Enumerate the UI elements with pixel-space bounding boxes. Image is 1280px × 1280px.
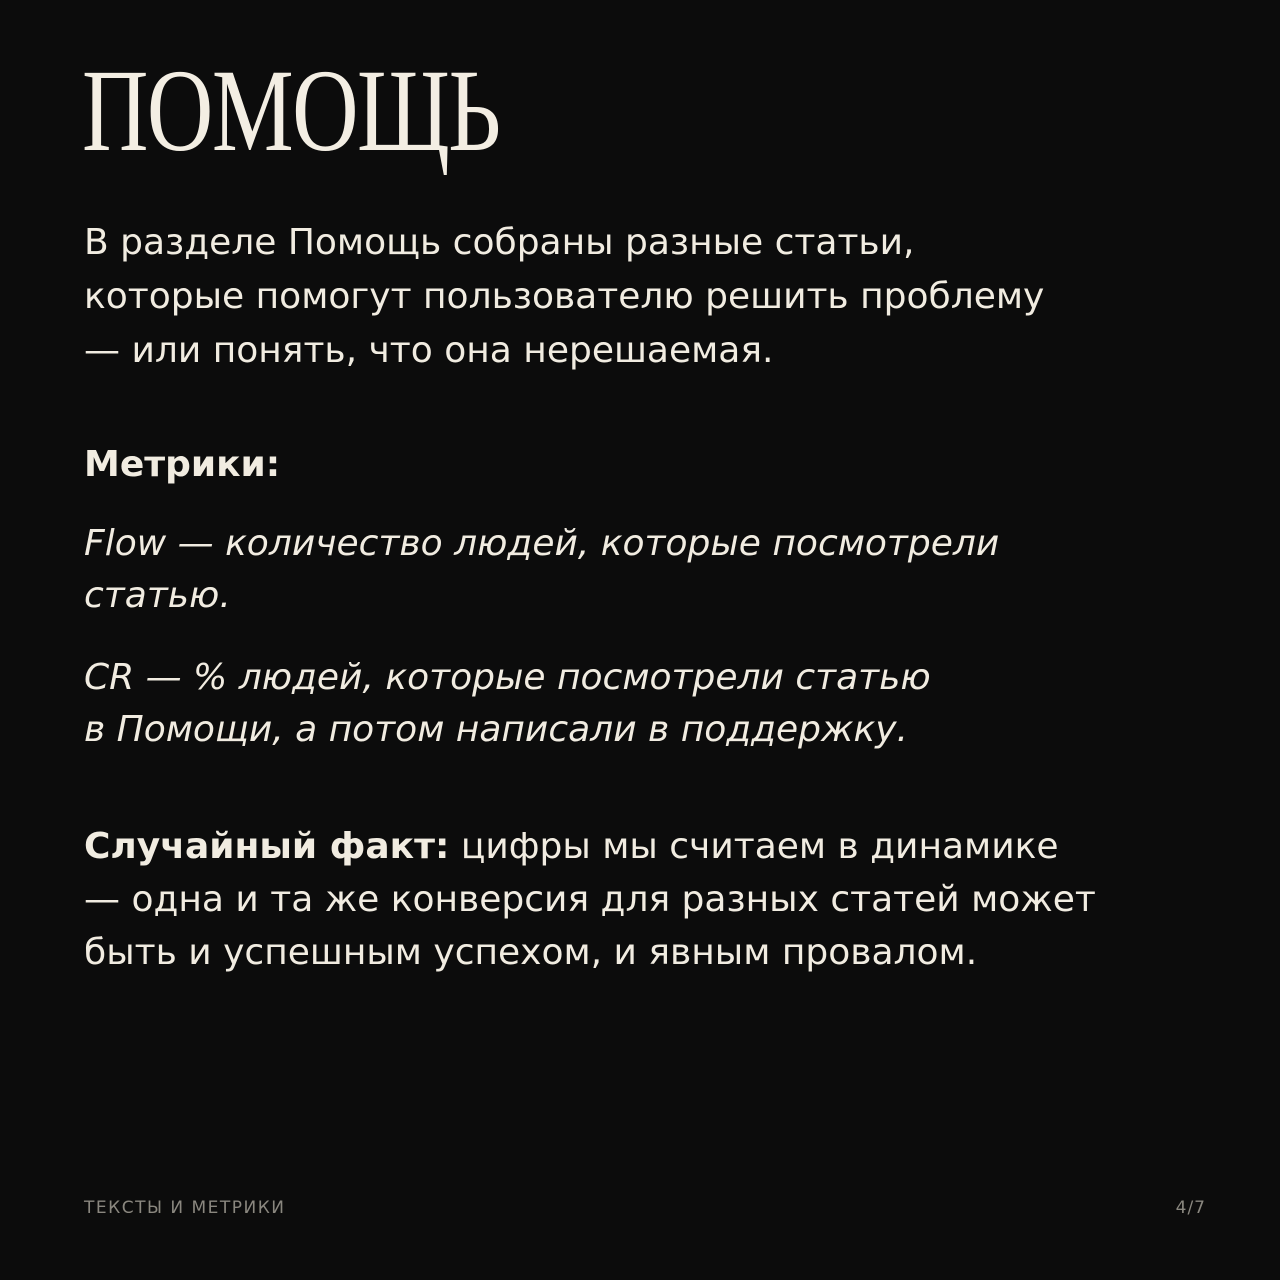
intro-line: В разделе Помощь собраны разные статьи, <box>84 222 915 263</box>
fact-first-line <box>84 820 1234 873</box>
metric-cr-line: в Помощи, а потом написали в поддержку. <box>84 709 908 750</box>
page-title: ПОМОЩЬ <box>82 45 500 176</box>
fact-line: — одна и та же конверсия для разных статей может <box>84 879 1096 920</box>
intro-paragraph <box>84 216 1224 378</box>
metric-flow-line: статью. <box>84 575 231 616</box>
footer-section-name: ТЕКСТЫ И МЕТРИКИ <box>84 1198 286 1218</box>
intro-line: — или понять, что она нерешаемая. <box>84 330 774 371</box>
metrics-heading: Метрики: <box>84 444 281 485</box>
random-fact-paragraph <box>84 820 1234 979</box>
fact-first-line-text: цифры мы считаем в динамике <box>449 826 1059 867</box>
intro-line: которые помогут пользователю решить проблему <box>84 276 1045 317</box>
metric-flow-definition <box>84 518 1224 622</box>
footer-page-number: 4/7 <box>1175 1198 1206 1218</box>
fact-label: Случайный факт: <box>84 826 450 867</box>
metric-cr-definition <box>84 652 1224 756</box>
metric-cr-line: CR — % людей, которые посмотрели статью <box>84 657 931 698</box>
fact-line: быть и успешным успехом, и явным провалом. <box>84 932 978 973</box>
metric-flow-line: Flow — количество людей, которые посмотрели <box>84 523 1000 564</box>
